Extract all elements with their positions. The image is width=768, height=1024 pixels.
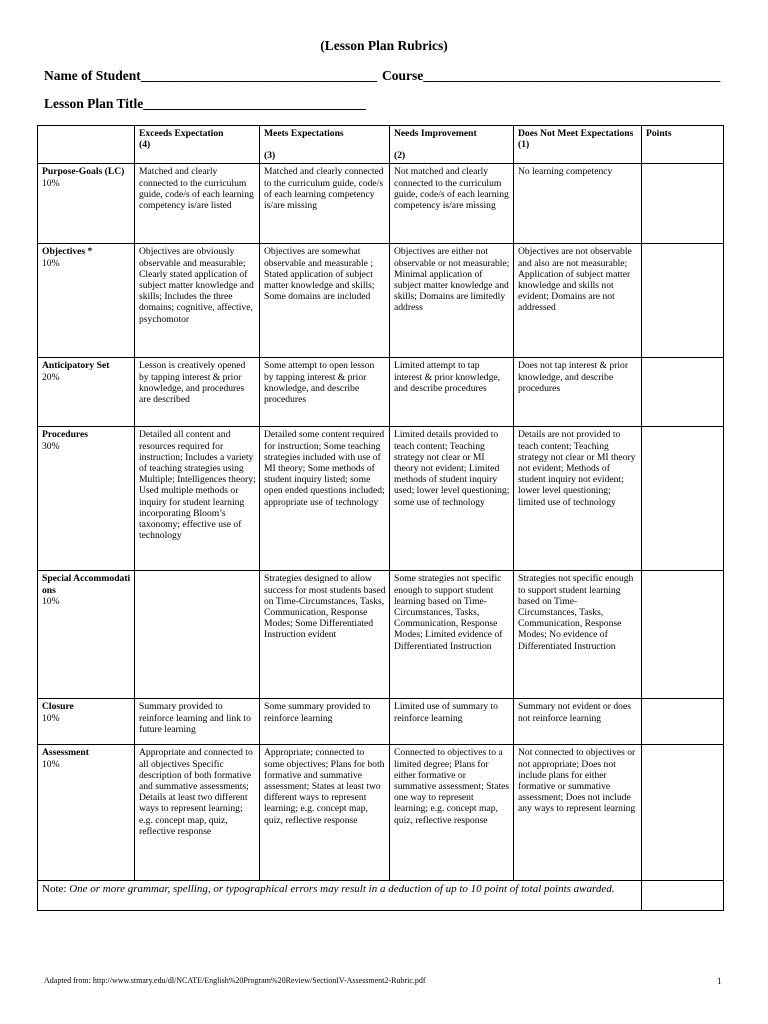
category-cell (38, 699, 135, 745)
criterion-cell-does-not-meet: Not connected to objectives or not appropriate; Does not include plans for either formative or summative assessment; Does not include any ways to represent learning (514, 745, 642, 881)
category-weight: 30% (42, 440, 60, 452)
note-text: One or more grammar, spelling, or typographical errors may result in a deduction of up to 10 point of total points awarded. (66, 883, 615, 896)
criterion-cell-needs-improvement: Objectives are either not observable or not measurable; Minimal application of subject matter knowledge and skills; Domains are limitedly address (390, 244, 514, 358)
note-points-cell (642, 881, 724, 911)
criterion-cell-exceeds: Lesson is creatively opened by tapping interest & prior knowledge, and procedures are described (135, 358, 260, 427)
lesson-plan-title-field: Lesson Plan Title_________________________________ (44, 96, 367, 111)
criterion-cell-needs-improvement: Connected to objectives to a limited degree; Plans for either formative or summative assessment; States one way to represent learning; e.g. concept map, quiz, reflective response (390, 745, 514, 881)
rubric-header-row (38, 126, 724, 164)
criterion-cell-does-not-meet: Strategies not specific enough to support student learning based on Time- Circumstances, Tasks, Communication, Response Modes; No evidence of Differentiated Instruction (514, 571, 642, 699)
category-weight: 10% (42, 595, 60, 607)
criterion-cell-exceeds (135, 571, 260, 699)
category-weight: 10% (42, 758, 60, 770)
rubric-table (37, 125, 724, 911)
criterion-cell-does-not-meet: Does not tap interest & prior knowledge, and describe procedures (514, 358, 642, 427)
criterion-cell-meets: Detailed some content required for instruction; Some teaching strategies included with use of MI theory; Some methods of student inquiry listed; some open ended questions included; appropriate use of technology (260, 427, 390, 571)
column-label: Does Not Meet Expectations (518, 128, 634, 139)
category-weight: 10% (42, 177, 60, 189)
column-label: Meets Expectations (264, 128, 344, 139)
category-cell (38, 745, 135, 881)
course-field: Course____________________________________________ (382, 68, 721, 83)
criterion-cell-meets: Appropriate; connected to some objectives; Plans for both formative and summative assessment; States at least two different ways to represent learning; e.g. concept map, quiz, reflective response (260, 745, 390, 881)
student-name-field: Name of Student___________________________________ (44, 68, 377, 83)
category-cell (38, 244, 135, 358)
column-label: Points (646, 128, 672, 139)
page-number: 1 (717, 976, 722, 986)
header-points (642, 126, 724, 164)
document-title: (Lesson Plan Rubrics) (320, 38, 448, 53)
criterion-cell-needs-improvement: Some strategies not specific enough to support student learning based on Time-Circumstances, Tasks, Communication, Response Modes; Limited evidence of Differentiated Instruction (390, 571, 514, 699)
category-name: Procedures (42, 429, 89, 441)
category-cell (38, 358, 135, 427)
category-name: Purpose-Goals (LC) (42, 166, 125, 178)
criterion-cell-needs-improvement: Limited details provided to teach content; Teaching strategy not clear or MI theory not evident; Limited methods of student inquiry used; lower level questioning; some use of technology (390, 427, 514, 571)
points-cell (642, 571, 724, 699)
source-footer: Adapted from: http://www.stmary.edu/dl/NCATE/English%20Program%20Review/SectionIV-Assessment2-Rubric.pdf (44, 976, 426, 985)
criterion-cell-does-not-meet: Objectives are not observable and also are not measurable; Application of subject matter knowledge and skills not evident; Domains are not addressed (514, 244, 642, 358)
category-name: Anticipatory Set (42, 360, 110, 372)
column-score: (2) (394, 150, 406, 162)
rubric-row-procedures (38, 427, 724, 571)
rubric-row-purpose-goals (38, 164, 724, 244)
rubric-row-assessment (38, 745, 724, 881)
rubric-row-closure (38, 699, 724, 745)
column-label: Needs Improvement (394, 128, 477, 139)
category-name: Special Accommodati ons (42, 573, 131, 596)
criterion-cell-exceeds: Objectives are obviously observable and measurable; Clearly stated application of subject matter knowledge and skills; Includes the three domains; cognitive, affective, psychomotor (135, 244, 260, 358)
column-score: (4) (139, 139, 151, 151)
criterion-cell-does-not-meet: No learning competency (514, 164, 642, 244)
rubric-row-objectives (38, 244, 724, 358)
criterion-cell-meets: Some summary provided to reinforce learning (260, 699, 390, 745)
header-criteria-cell (38, 126, 135, 164)
note-label: Note: (42, 883, 67, 896)
category-name: Closure (42, 701, 74, 713)
criterion-cell-needs-improvement: Not matched and clearly connected to the curriculum guide, code/s of each learning competency is/are missing (390, 164, 514, 244)
criterion-cell-needs-improvement: Limited attempt to tap interest & prior knowledge, and describe procedures (390, 358, 514, 427)
criterion-cell-meets: Strategies designed to allow success for most students based on Time-Circumstances, Tasks, Communication, Response Modes; Some Differentiated Instruction evident (260, 571, 390, 699)
note-cell (38, 881, 642, 911)
header-needs-improvement (390, 126, 514, 164)
category-weight: 20% (42, 371, 60, 383)
points-cell (642, 699, 724, 745)
category-weight: 10% (42, 712, 60, 724)
header-meets-expectations (260, 126, 390, 164)
rubric-row-special-accommodations (38, 571, 724, 699)
criterion-cell-does-not-meet: Details are not provided to teach content; Teaching strategy not clear or MI theory not evident; Methods of student inquiry not evident; lower level questioning; limited use of technology (514, 427, 642, 571)
column-label: Exceeds Expectation (139, 128, 224, 139)
criterion-cell-exceeds: Matched and clearly connected to the curriculum guide, code/s of each learning competency is/are listed (135, 164, 260, 244)
category-cell (38, 164, 135, 244)
category-cell (38, 571, 135, 699)
points-cell (642, 427, 724, 571)
criterion-cell-meets: Some attempt to open lesson by tapping interest & prior knowledge, and describe procedures (260, 358, 390, 427)
note-row (38, 881, 724, 911)
category-weight: 10% (42, 257, 60, 269)
criterion-cell-exceeds: Appropriate and connected to all objectives Specific description of both formative and summative assessments; Details at least two different ways to represent learning; e.g. concept map, quiz, reflective response (135, 745, 260, 881)
header-exceeds-expectation (135, 126, 260, 164)
points-cell (642, 745, 724, 881)
criterion-cell-needs-improvement: Limited use of summary to reinforce learning (390, 699, 514, 745)
column-score: (3) (264, 150, 276, 162)
criterion-cell-exceeds: Summary provided to reinforce learning and link to future learning (135, 699, 260, 745)
points-cell (642, 358, 724, 427)
points-cell (642, 164, 724, 244)
header-does-not-meet-expectations (514, 126, 642, 164)
criterion-cell-meets: Matched and clearly connected to the curriculum guide, code/s of each learning competency is/are missing (260, 164, 390, 244)
criterion-cell-meets: Objectives are somewhat observable and measurable ; Stated application of subject matter knowledge and skills; Some domains are included (260, 244, 390, 358)
category-name: Objectives * (42, 246, 93, 258)
points-cell (642, 244, 724, 358)
rubric-row-anticipatory-set (38, 358, 724, 427)
criterion-cell-does-not-meet: Summary not evident or does not reinforce learning (514, 699, 642, 745)
column-score: (1) (518, 139, 530, 151)
criterion-cell-exceeds: Detailed all content and resources required for instruction; Includes a variety of teaching strategies using Multiple; Intelligences theory; Used multiple methods or inquiry for student learning incorporating Bloom’s taxonomy; effective use of technology (135, 427, 260, 571)
category-cell (38, 427, 135, 571)
category-name: Assessment (42, 747, 89, 759)
